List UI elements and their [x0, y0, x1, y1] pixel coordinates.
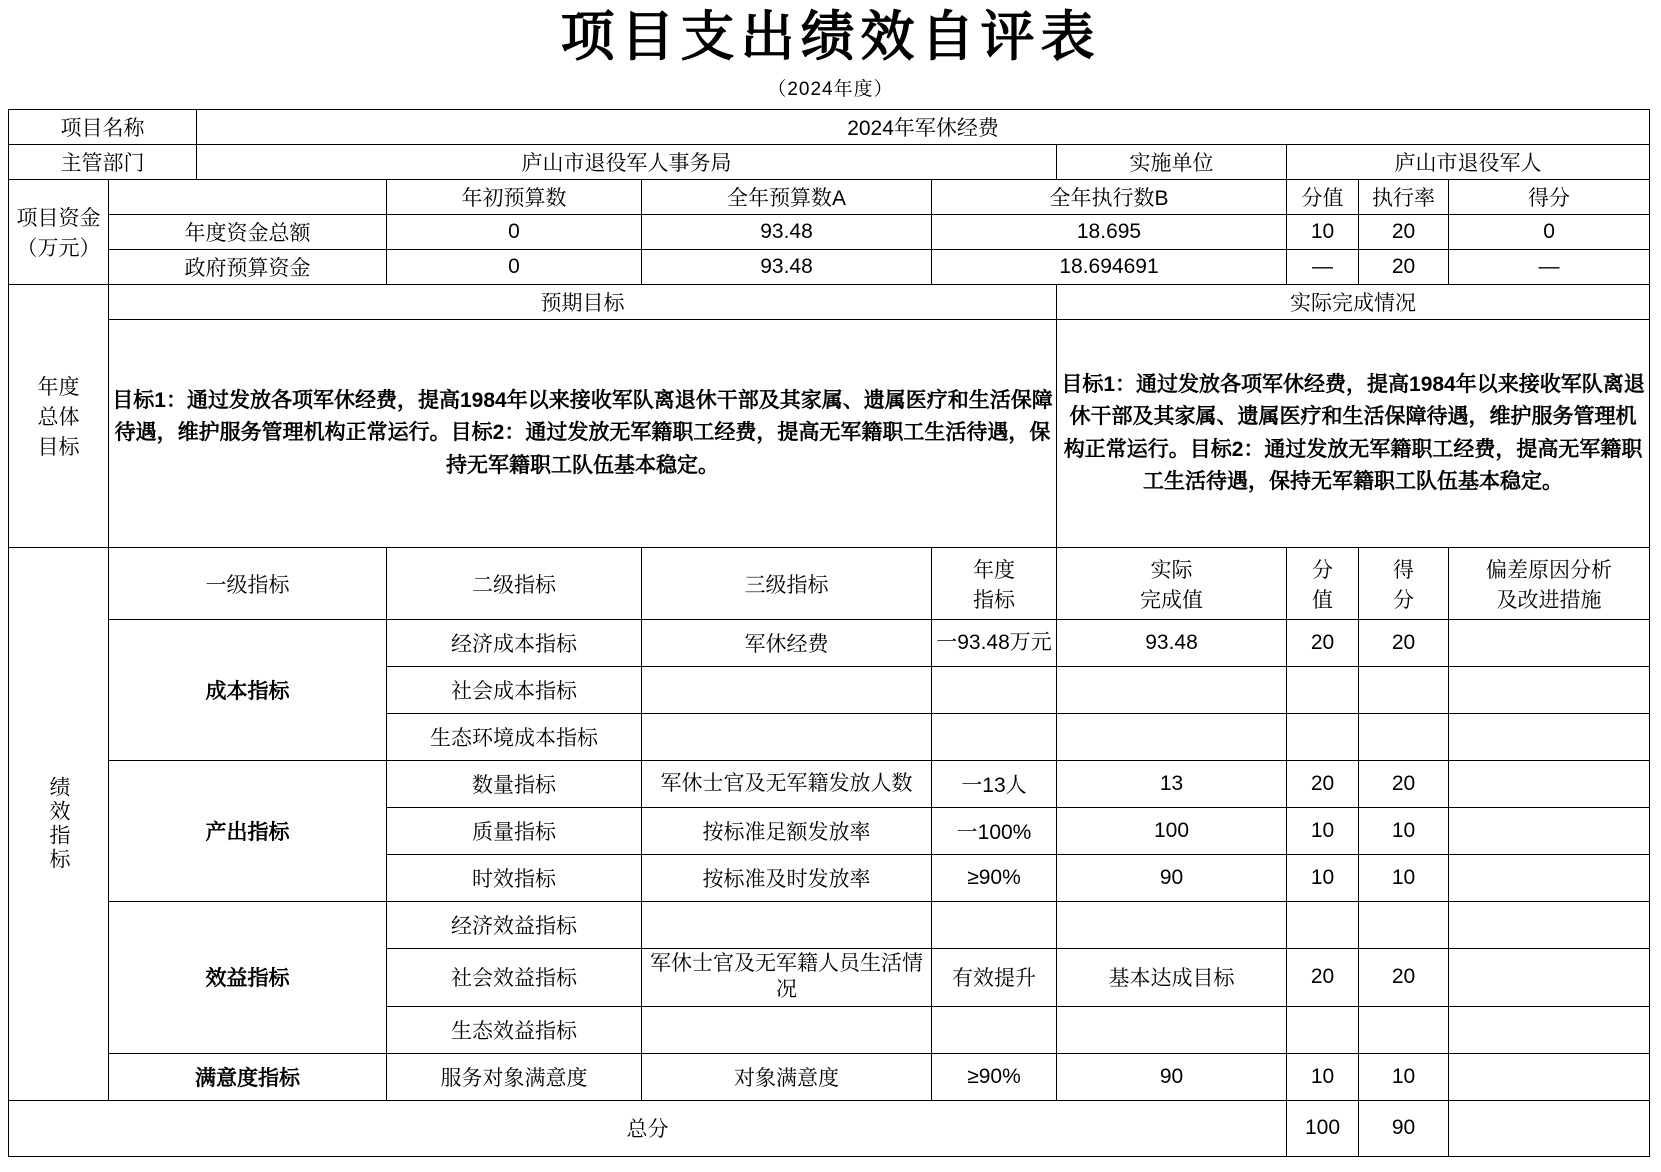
table-row-funds-header — [9, 180, 1650, 215]
level3-object-satisfaction: 对象满意度 — [642, 1053, 932, 1100]
deviation-economic-benefit — [1449, 902, 1650, 949]
annual-target-economic-cost: 一93.48万元 — [932, 620, 1057, 667]
col-actual-value-line2: 完成值 — [1140, 588, 1203, 612]
score-ecological-benefit — [1359, 1006, 1449, 1053]
level3-economic-benefit — [642, 902, 932, 949]
score-value-quantity: 20 — [1287, 761, 1359, 808]
col-deviation-line2: 及改进措施 — [1496, 588, 1602, 612]
score-value-ecological-cost — [1287, 714, 1359, 761]
table-row-indicator — [9, 620, 1650, 667]
deviation-economic-cost — [1449, 620, 1650, 667]
deviation-ecological-cost — [1449, 714, 1650, 761]
col-score: 得分 — [1449, 180, 1650, 215]
level2-social-benefit: 社会效益指标 — [387, 949, 642, 1007]
col-indicator-score-value-line2: 值 — [1312, 588, 1333, 612]
funds-row-label-government: 政府预算资金 — [109, 250, 387, 285]
level1-benefit-indicator: 效益指标 — [109, 902, 387, 1054]
level3-military-retirement-funds: 军休经费 — [642, 620, 932, 667]
self-evaluation-form-page — [0, 4, 1661, 1172]
funds-total-annual-executed: 18.695 — [932, 215, 1287, 250]
annual-target-satisfaction: ≥90% — [932, 1053, 1057, 1100]
level3-timeliness: 按标准及时发放率 — [642, 855, 932, 902]
col-annual-target — [932, 548, 1057, 620]
actual-value-economic-benefit — [1057, 902, 1287, 949]
table-row-government-budget-funds — [9, 250, 1650, 285]
performance-self-evaluation-table — [8, 109, 1650, 1157]
funds-total-initial-budget: 0 — [387, 215, 642, 250]
funds-gov-score: — — [1449, 250, 1650, 285]
annual-target-quantity: 一13人 — [932, 761, 1057, 808]
annual-target-economic-benefit — [932, 902, 1057, 949]
deviation-timeliness — [1449, 855, 1650, 902]
deviation-ecological-benefit — [1449, 1006, 1650, 1053]
funds-total-annual-budget: 93.48 — [642, 215, 932, 250]
col-deviation-analysis — [1449, 548, 1650, 620]
total-score: 90 — [1359, 1100, 1449, 1156]
level2-ecological-cost: 生态环境成本指标 — [387, 714, 642, 761]
level2-quality: 质量指标 — [387, 808, 642, 855]
funds-gov-annual-executed: 18.694691 — [932, 250, 1287, 285]
level2-social-cost: 社会成本指标 — [387, 667, 642, 714]
department-label: 主管部门 — [9, 145, 197, 180]
deviation-social-cost — [1449, 667, 1650, 714]
actual-value-satisfaction: 90 — [1057, 1053, 1287, 1100]
annual-target-ecological-benefit — [932, 1006, 1057, 1053]
actual-value-quality: 100 — [1057, 808, 1287, 855]
table-row-goal-text — [9, 320, 1650, 548]
level3-social-cost — [642, 667, 932, 714]
table-row-annual-total-funds — [9, 215, 1650, 250]
performance-indicators-label-text: 绩效指标 — [47, 775, 71, 872]
project-funds-label — [9, 180, 109, 285]
score-value-economic-cost: 20 — [1287, 620, 1359, 667]
deviation-satisfaction — [1449, 1053, 1650, 1100]
table-row-project-name — [9, 110, 1650, 145]
actual-value-social-cost — [1057, 667, 1287, 714]
funds-gov-initial-budget: 0 — [387, 250, 642, 285]
col-indicator-score-value-line1: 分 — [1312, 558, 1333, 582]
annual-target-quality: 一100% — [932, 808, 1057, 855]
score-economic-benefit — [1359, 902, 1449, 949]
funds-row-label-total: 年度资金总额 — [109, 215, 387, 250]
funds-gov-execution-rate: 20 — [1359, 250, 1449, 285]
level3-ecological-benefit — [642, 1006, 932, 1053]
annual-target-ecological-cost — [932, 714, 1057, 761]
project-funds-label-line1: 项目资金 — [16, 207, 101, 231]
deviation-quantity — [1449, 761, 1650, 808]
actual-value-social-benefit: 基本达成目标 — [1057, 949, 1287, 1007]
deviation-quality — [1449, 808, 1650, 855]
total-score-label: 总分 — [9, 1100, 1287, 1156]
level1-output-indicator: 产出指标 — [109, 761, 387, 902]
score-value-quality: 10 — [1287, 808, 1359, 855]
table-row-indicator — [9, 1053, 1650, 1100]
score-value-satisfaction: 10 — [1287, 1053, 1359, 1100]
annual-target-social-cost — [932, 667, 1057, 714]
annual-target-social-benefit: 有效提升 — [932, 949, 1057, 1007]
level1-cost-indicator: 成本指标 — [109, 620, 387, 761]
table-row-indicator — [9, 902, 1650, 949]
total-deviation — [1449, 1100, 1650, 1156]
deviation-social-benefit — [1449, 949, 1650, 1007]
funds-row-name-header — [109, 180, 387, 215]
score-value-ecological-benefit — [1287, 1006, 1359, 1053]
page-subtitle: （2024年度） — [767, 79, 894, 101]
col-execution-rate: 执行率 — [1359, 180, 1449, 215]
actual-completion-text: 目标1：通过发放各项军休经费，提高1984年以来接收军队离退休干部及其家属、遗属医疗和生活保障待遇，维护服务管理机构正常运行。目标2：通过发放无军籍职工经费，提高无军籍职工生活待遇，保持无军籍职工队伍基本稳定。 — [1057, 320, 1650, 548]
col-indicator-score-value — [1287, 548, 1359, 620]
implementing-unit-value: 庐山市退役军人 — [1287, 145, 1650, 180]
col-score-value: 分值 — [1287, 180, 1359, 215]
page-title: 项目支出绩效自评表 — [560, 7, 1101, 67]
col-indicator-score-line1: 得 — [1393, 558, 1414, 582]
actual-value-ecological-cost — [1057, 714, 1287, 761]
annual-target-timeliness: ≥90% — [932, 855, 1057, 902]
col-level1-indicator: 一级指标 — [109, 548, 387, 620]
col-actual-value-line1: 实际 — [1150, 558, 1193, 582]
funds-total-execution-rate: 20 — [1359, 215, 1449, 250]
score-value-social-benefit: 20 — [1287, 949, 1359, 1007]
score-quality: 10 — [1359, 808, 1449, 855]
score-ecological-cost — [1359, 714, 1449, 761]
score-satisfaction: 10 — [1359, 1053, 1449, 1100]
performance-indicators-label — [9, 548, 109, 1101]
actual-value-economic-cost: 93.48 — [1057, 620, 1287, 667]
col-annual-target-line2: 指标 — [973, 588, 1015, 612]
annual-goal-label-line3: 目标 — [37, 436, 80, 460]
col-actual-value — [1057, 548, 1287, 620]
level2-economic-benefit: 经济效益指标 — [387, 902, 642, 949]
col-indicator-score — [1359, 548, 1449, 620]
annual-overall-goal-label — [9, 285, 109, 548]
col-level2-indicator: 二级指标 — [387, 548, 642, 620]
implementing-unit-label: 实施单位 — [1057, 145, 1287, 180]
total-score-value: 100 — [1287, 1100, 1359, 1156]
level2-service-satisfaction: 服务对象满意度 — [387, 1053, 642, 1100]
level3-social-benefit: 军休士官及无军籍人员生活情况 — [642, 949, 932, 1007]
project-name-value: 2024年军休经费 — [197, 110, 1650, 145]
level3-quality: 按标准足额发放率 — [642, 808, 932, 855]
project-funds-label-line2: （万元） — [16, 237, 101, 261]
col-initial-budget: 年初预算数 — [387, 180, 642, 215]
table-row-indicator — [9, 761, 1650, 808]
expected-goal-text: 目标1：通过发放各项军休经费，提高1984年以来接收军队离退休干部及其家属、遗属医疗和生活保障待遇，维护服务管理机构正常运行。目标2：通过发放无军籍职工经费，提高无军籍职工生活待遇，保持无军籍职工队伍基本稳定。 — [109, 320, 1057, 548]
level3-quantity: 军休士官及无军籍发放人数 — [642, 761, 932, 808]
col-annual-executed: 全年执行数B — [932, 180, 1287, 215]
level3-ecological-cost — [642, 714, 932, 761]
funds-gov-annual-budget: 93.48 — [642, 250, 932, 285]
table-row-indicator-header — [9, 548, 1650, 620]
actual-completion-header: 实际完成情况 — [1057, 285, 1650, 320]
score-quantity: 20 — [1359, 761, 1449, 808]
annual-goal-label-line1: 年度 — [37, 376, 80, 400]
table-row-total — [9, 1100, 1650, 1156]
col-annual-target-line1: 年度 — [973, 558, 1015, 582]
table-row-department — [9, 145, 1650, 180]
funds-gov-score-value: — — [1287, 250, 1359, 285]
expected-goal-header: 预期目标 — [109, 285, 1057, 320]
level2-ecological-benefit: 生态效益指标 — [387, 1006, 642, 1053]
score-social-benefit: 20 — [1359, 949, 1449, 1007]
score-economic-cost: 20 — [1359, 620, 1449, 667]
score-social-cost — [1359, 667, 1449, 714]
col-deviation-line1: 偏差原因分析 — [1486, 558, 1613, 582]
funds-total-score-value: 10 — [1287, 215, 1359, 250]
annual-goal-label-line2: 总体 — [37, 406, 80, 430]
actual-value-ecological-benefit — [1057, 1006, 1287, 1053]
actual-value-quantity: 13 — [1057, 761, 1287, 808]
score-value-economic-benefit — [1287, 902, 1359, 949]
level2-economic-cost: 经济成本指标 — [387, 620, 642, 667]
score-timeliness: 10 — [1359, 855, 1449, 902]
level2-timeliness: 时效指标 — [387, 855, 642, 902]
level2-quantity: 数量指标 — [387, 761, 642, 808]
score-value-timeliness: 10 — [1287, 855, 1359, 902]
table-row-goal-header — [9, 285, 1650, 320]
col-indicator-score-line2: 分 — [1393, 588, 1414, 612]
department-value: 庐山市退役军人事务局 — [197, 145, 1057, 180]
actual-value-timeliness: 90 — [1057, 855, 1287, 902]
col-level3-indicator: 三级指标 — [642, 548, 932, 620]
col-annual-budget: 全年预算数A — [642, 180, 932, 215]
funds-total-score: 0 — [1449, 215, 1650, 250]
level1-satisfaction-indicator: 满意度指标 — [109, 1053, 387, 1100]
project-name-label: 项目名称 — [9, 110, 197, 145]
score-value-social-cost — [1287, 667, 1359, 714]
